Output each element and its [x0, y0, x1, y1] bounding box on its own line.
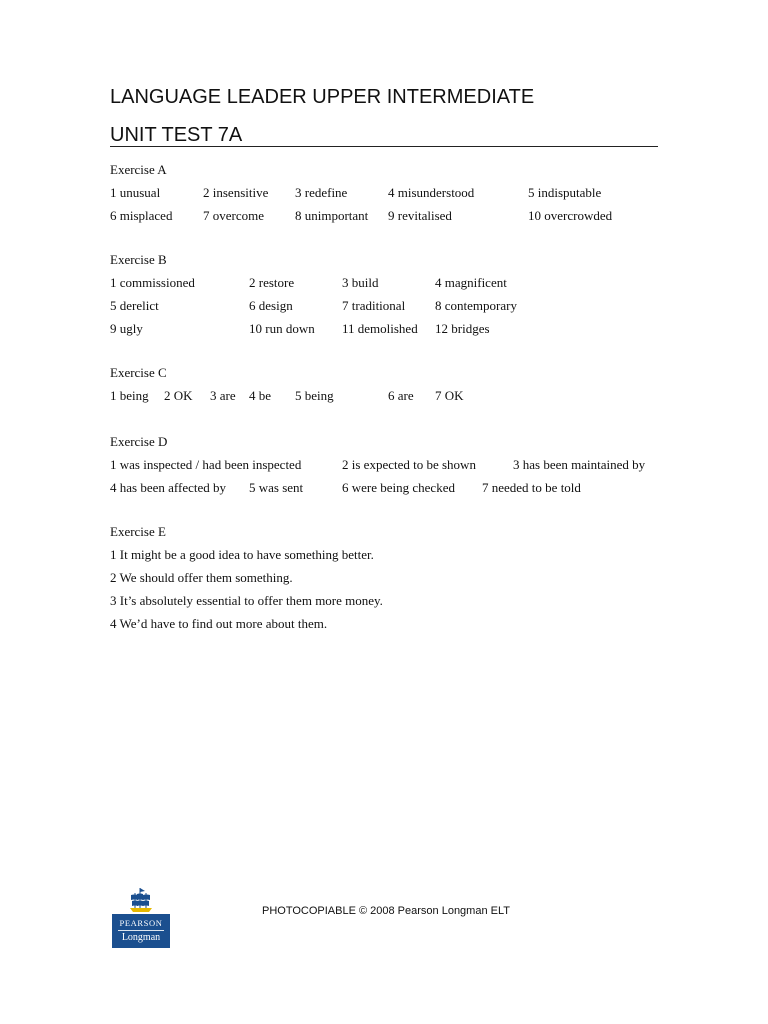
answer-item: 1 unusual [110, 185, 161, 200]
answer-item: 6 misplaced [110, 208, 173, 223]
answer-item: 7 traditional [342, 298, 406, 313]
answer-item: 3 has been maintained by [513, 457, 646, 472]
answer-row [110, 271, 690, 294]
exercise-b [110, 248, 690, 340]
logo-sub-text: Longman [121, 932, 161, 943]
answer-sentence: 4 We’d have to find out more about them. [110, 616, 328, 631]
answer-item: 4 be [249, 388, 272, 403]
answer-item: 12 bridges [435, 321, 490, 336]
answer-item: 2 is expected to be shown [342, 457, 476, 472]
answer-row [110, 476, 690, 499]
answer-item: 2 OK [164, 388, 193, 403]
answer-item: 6 were being checked [342, 480, 455, 495]
answer-item: 7 OK [435, 388, 464, 403]
answer-item: 1 commissioned [110, 275, 195, 290]
exercise-d [110, 430, 690, 499]
exercise-title: Exercise B [110, 252, 167, 267]
answer-item: 5 being [295, 388, 334, 403]
exercise-c [110, 361, 690, 407]
answer-item: 1 was inspected / had been inspected [110, 457, 302, 472]
title-divider [110, 146, 658, 147]
answer-item: 11 demolished [342, 321, 418, 336]
answer-item: 8 unimportant [295, 208, 369, 223]
exercise-a [110, 158, 690, 227]
pearson-longman-logo [112, 887, 170, 949]
answer-sentence: 1 It might be a good idea to have something better. [110, 547, 374, 562]
answer-row [110, 453, 690, 476]
page-title-line1: LANGUAGE LEADER UPPER INTERMEDIATE [110, 86, 535, 108]
answer-item: 7 overcome [203, 208, 265, 223]
logo-box [112, 914, 170, 948]
exercise-title: Exercise D [110, 434, 168, 449]
answer-item: 4 misunderstood [388, 185, 475, 200]
answer-item: 8 contemporary [435, 298, 517, 313]
footer-copyright: PHOTOCOPIABLE © 2008 Pearson Longman ELT [262, 905, 510, 917]
answer-item: 5 was sent [249, 480, 304, 495]
answer-row [110, 384, 690, 407]
answer-item: 1 being [110, 388, 149, 403]
answer-item: 2 insensitive [203, 185, 269, 200]
exercise-title: Exercise A [110, 162, 167, 177]
answer-item: 5 indisputable [528, 185, 602, 200]
answer-sentence: 3 It’s absolutely essential to offer them more money. [110, 593, 383, 608]
answer-item: 9 ugly [110, 321, 143, 336]
logo-divider [118, 930, 164, 931]
answer-item: 5 derelict [110, 298, 159, 313]
answer-item: 2 restore [249, 275, 295, 290]
answer-item: 6 design [249, 298, 293, 313]
page-title-line2: UNIT TEST 7A [110, 124, 243, 146]
answer-item: 4 magnificent [435, 275, 507, 290]
answer-item: 7 needed to be told [482, 480, 581, 495]
answer-row [110, 204, 690, 227]
answer-item: 4 has been affected by [110, 480, 226, 495]
logo-brand-text: PEARSON [119, 918, 163, 928]
ship-icon [129, 887, 153, 913]
exercise-e [110, 520, 690, 635]
answer-item: 10 overcrowded [528, 208, 613, 223]
answer-item: 10 run down [249, 321, 315, 336]
answer-row [110, 294, 690, 317]
exercise-title: Exercise C [110, 365, 167, 380]
answer-item: 9 revitalised [388, 208, 452, 223]
answer-row [110, 181, 690, 204]
exercise-title: Exercise E [110, 524, 166, 539]
answer-item: 3 are [210, 388, 236, 403]
answer-row [110, 317, 690, 340]
answer-item: 6 are [388, 388, 414, 403]
answer-item: 3 build [342, 275, 379, 290]
answer-item: 3 redefine [295, 185, 348, 200]
answer-sentence: 2 We should offer them something. [110, 570, 293, 585]
